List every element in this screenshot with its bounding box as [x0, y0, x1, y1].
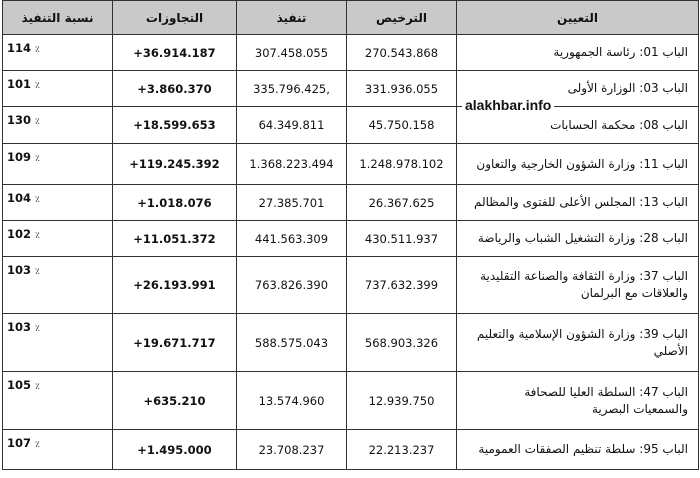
ratio-cell	[3, 71, 113, 107]
percent-sign: ٪	[35, 45, 40, 55]
ratio-cell	[3, 372, 113, 430]
authorization-cell: 12.939.750	[347, 372, 457, 430]
ratio-value: 101	[7, 77, 32, 91]
execution-cell: 1.368.223.494	[237, 144, 347, 185]
header-excess: التجاوزات	[113, 1, 237, 35]
authorization-cell: 270.543.868	[347, 35, 457, 71]
ratio-value: 114	[7, 41, 32, 55]
percent-sign: ٪	[35, 267, 40, 277]
execution-cell: 307.458.055	[237, 35, 347, 71]
header-ratio: نسبة التنفيذ	[3, 1, 113, 35]
excess-cell: +26.193.991	[113, 257, 237, 314]
execution-cell: 335.796.425,	[237, 71, 347, 107]
table-row	[3, 372, 699, 430]
designation-cell: الباب 08: محكمة الحسابات	[457, 107, 699, 144]
ratio-cell	[3, 35, 113, 71]
designation-cell: الباب 11: وزارة الشؤون الخارجية والتعاون	[457, 144, 699, 185]
watermark: alakhbar.info	[462, 96, 554, 114]
excess-cell: +1.018.076	[113, 185, 237, 221]
table-row	[3, 35, 699, 71]
table-row	[3, 71, 699, 107]
ratio-value: 103	[7, 320, 32, 334]
authorization-cell: 22.213.237	[347, 430, 457, 470]
excess-cell: +19.671.717	[113, 314, 237, 372]
designation-cell: الباب 01: رئاسة الجمهورية	[457, 35, 699, 71]
authorization-cell: 1.248.978.102	[347, 144, 457, 185]
ratio-cell	[3, 314, 113, 372]
percent-sign: ٪	[35, 231, 40, 241]
excess-cell: +11.051.372	[113, 221, 237, 257]
execution-cell: 13.574.960	[237, 372, 347, 430]
ratio-value: 107	[7, 436, 32, 450]
header-authorization: الترخيص	[347, 1, 457, 35]
designation-cell: الباب 37: وزارة الثقافة والصناعة التقليدية والعلاقات مع البرلمان	[457, 257, 699, 314]
table-row	[3, 144, 699, 185]
ratio-value: 102	[7, 227, 32, 241]
designation-cell: الباب 39: وزارة الشؤون الإسلامية والتعليم الأصلي	[457, 314, 699, 372]
table-row	[3, 314, 699, 372]
excess-cell: +119.245.392	[113, 144, 237, 185]
execution-cell: 27.385.701	[237, 185, 347, 221]
ratio-value: 105	[7, 378, 32, 392]
percent-sign: ٪	[35, 324, 40, 334]
ratio-value: 104	[7, 191, 32, 205]
table-row	[3, 221, 699, 257]
header-designation: التعيين	[457, 1, 699, 35]
excess-cell: +18.599.653	[113, 107, 237, 144]
execution-cell: 763.826.390	[237, 257, 347, 314]
excess-cell: +1.495.000	[113, 430, 237, 470]
table-row	[3, 257, 699, 314]
execution-cell: 64.349.811	[237, 107, 347, 144]
header-execution: تنفيذ	[237, 1, 347, 35]
ratio-cell	[3, 107, 113, 144]
ratio-cell	[3, 144, 113, 185]
authorization-cell: 737.632.399	[347, 257, 457, 314]
authorization-cell: 430.511.937	[347, 221, 457, 257]
authorization-cell: 331.936.055	[347, 71, 457, 107]
ratio-value: 130	[7, 113, 32, 127]
authorization-cell: 26.367.625	[347, 185, 457, 221]
ratio-cell	[3, 221, 113, 257]
authorization-cell: 568.903.326	[347, 314, 457, 372]
percent-sign: ٪	[35, 195, 40, 205]
designation-cell: الباب 03: الوزارة الأولى	[457, 71, 699, 107]
ratio-cell	[3, 185, 113, 221]
execution-cell: 441.563.309	[237, 221, 347, 257]
designation-cell: الباب 13: المجلس الأعلى للفتوى والمظالم	[457, 185, 699, 221]
budget-table	[2, 0, 699, 470]
ratio-cell	[3, 430, 113, 470]
authorization-cell: 45.750.158	[347, 107, 457, 144]
table-row	[3, 107, 699, 144]
percent-sign: ٪	[35, 382, 40, 392]
percent-sign: ٪	[35, 117, 40, 127]
percent-sign: ٪	[35, 440, 40, 450]
excess-cell: +635.210	[113, 372, 237, 430]
excess-cell: +36.914.187	[113, 35, 237, 71]
percent-sign: ٪	[35, 154, 40, 164]
designation-cell: الباب 47: السلطة العليا للصحافة والسمعيات البصرية	[457, 372, 699, 430]
table-row	[3, 430, 699, 470]
designation-cell: الباب 95: سلطة تنظيم الصفقات العمومية	[457, 430, 699, 470]
ratio-value: 103	[7, 263, 32, 277]
designation-cell: الباب 28: وزارة التشغيل الشباب والرياضة	[457, 221, 699, 257]
percent-sign: ٪	[35, 81, 40, 91]
excess-cell: +3.860.370	[113, 71, 237, 107]
header-row	[3, 1, 699, 35]
table-row	[3, 185, 699, 221]
ratio-value: 109	[7, 150, 32, 164]
ratio-cell	[3, 257, 113, 314]
execution-cell: 588.575.043	[237, 314, 347, 372]
execution-cell: 23.708.237	[237, 430, 347, 470]
